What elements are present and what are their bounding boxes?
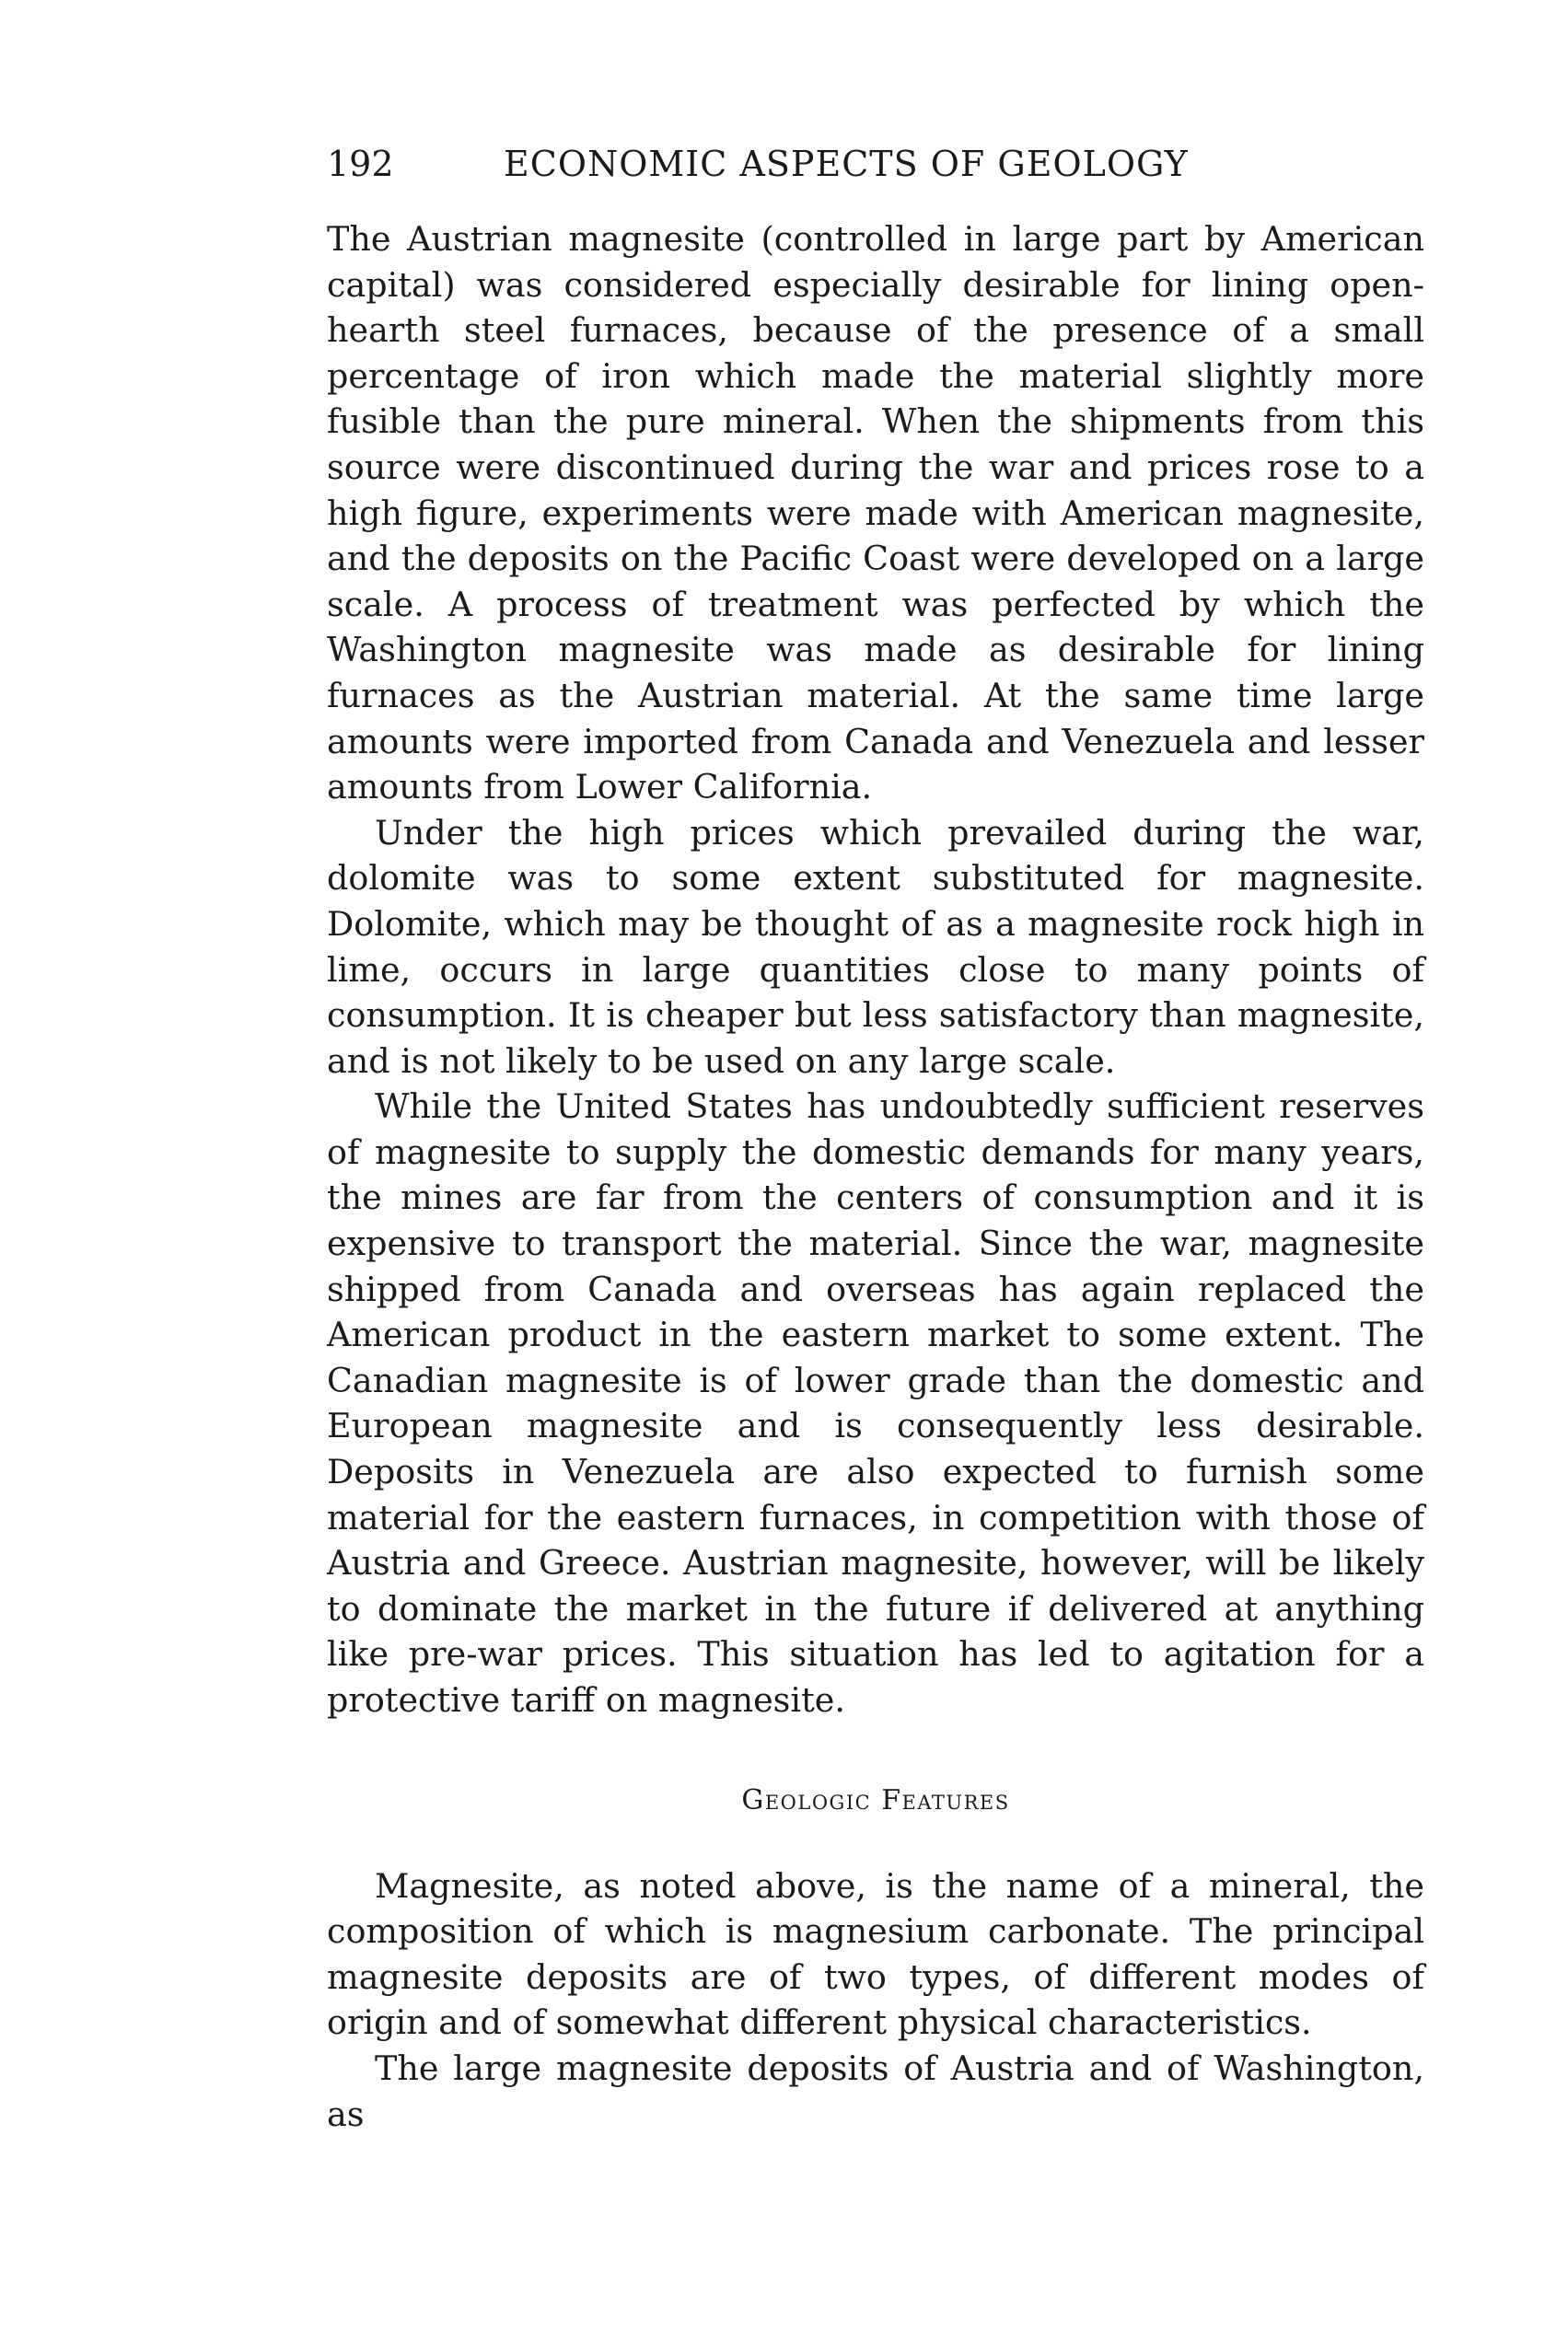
page-number: 192	[327, 144, 394, 184]
paragraph-dolomite: Under the high prices which prevailed during the war, dolomite was to some extent substituted for magnesite. Dolomite, which may be thought of as a magnesite rock high in lime, occurs in large quantities close to many points of consumption. It is cheaper but less satisfactory than magnesite, and is not likely to be used on any large scale.	[327, 812, 1424, 1081]
body-text	[327, 216, 1424, 2137]
paragraph-large-deposits: The large magnesite deposits of Austria and of Washington, as	[327, 2048, 1424, 2134]
paragraph-magnesite-definition: Magnesite, as noted above, is the name of a mineral, the composition of which is magnesium carbonate. The principal magnesite deposits are of two types, of different modes of origin and of somewhat different physical characteristics.	[327, 1865, 1424, 2043]
paragraph-austrian-magnesite: The Austrian magnesite (controlled in large part by American capital) was considered especially desirable for lining open-hearth steel furnaces, because of the presence of a small percentage of iron which made the material slightly more fusible than the pure mineral. When the shipments from this source were discontinued during the war and prices rose to a high figure, experiments were made with American magnesite, and the deposits on the Pacific Coast were developed on a large scale. A process of treatment was perfected by which the Washington magnesite was made as desirable for lining furnaces as the Austrian material. At the same time large amounts were imported from Canada and Venezuela and lesser amounts from Lower California.	[327, 219, 1424, 807]
page-header	[327, 136, 1427, 191]
running-head: ECONOMIC ASPECTS OF GEOLOGY	[504, 144, 1189, 184]
section-heading: Geologic Features	[741, 1783, 1010, 1816]
paragraph-reserves: While the United States has undoubtedly sufficient reserves of magnesite to supply the domestic demands for many years, the mines are far from the centers of consumption and it is expensive to transport the material. Since the war, magnesite shipped from Canada and overseas has again replaced the American product in the eastern market to some extent. The Canadian magnesite is of lower grade than the domestic and European magnesite and is consequently less desirable. Deposits in Venezuela are also expected to furnish some material for the eastern furnaces, in competition with those of Austria and Greece. Austrian magnesite, however, will be likely to dominate the market in the future if delivered at anything like pre-war prices. This situation has led to agitation for a protective tariff on magnesite.	[327, 1086, 1424, 1720]
